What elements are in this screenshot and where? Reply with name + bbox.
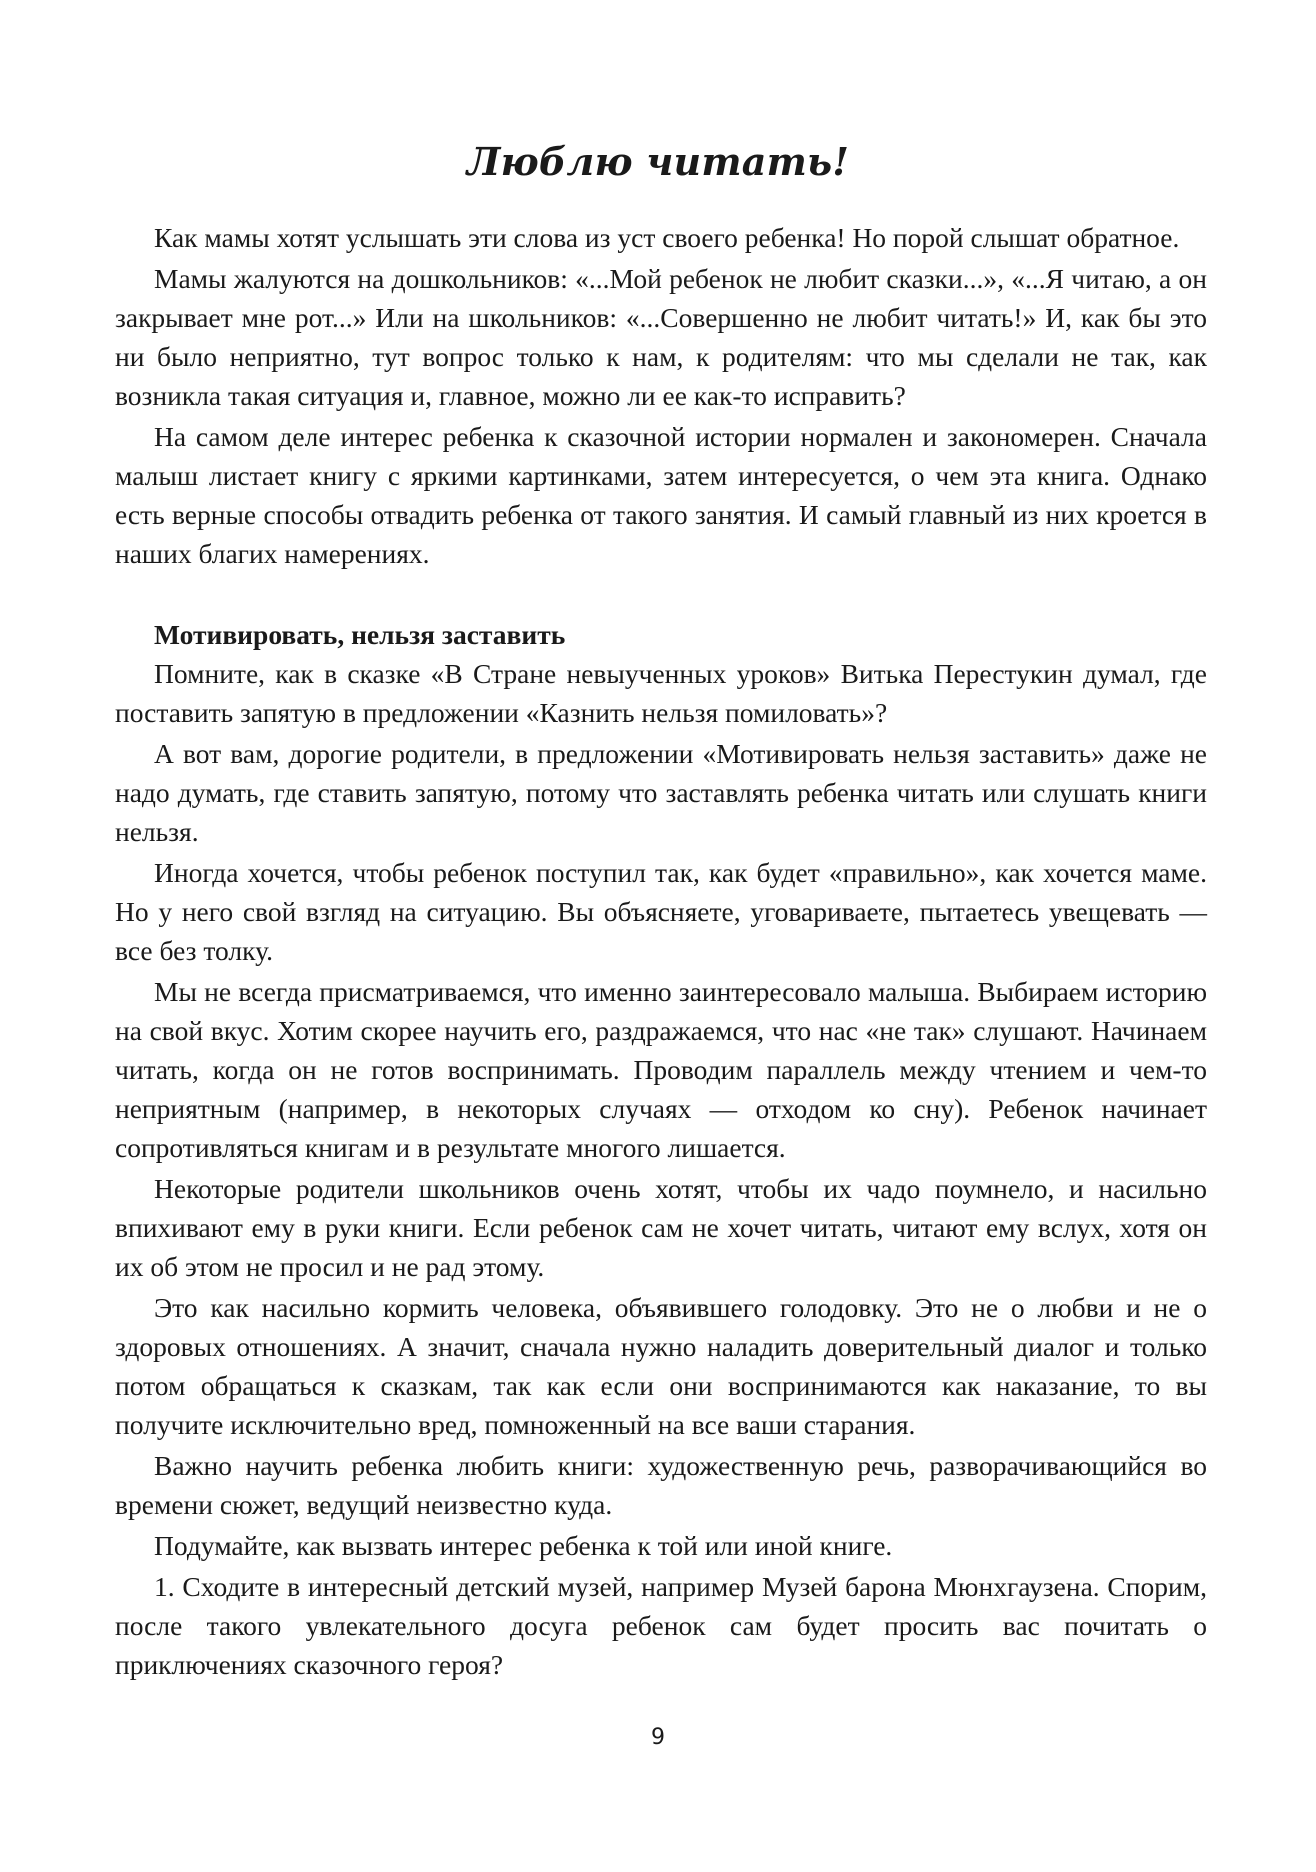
paragraph: Это как насильно кормить человека, объявившего голодовку. Это не о любви и не о здоровых отношениях. А значит, сначала нужно наладить доверительный диалог и только потом обращаться к сказкам, так как если они воспринимаются как наказание, то вы получите исключительно вред, помноженный на все ваши старания. [115, 1292, 1207, 1440]
paragraph: Иногда хочется, чтобы ребенок поступил так, как будет «правильно», как хочется маме. Но у него свой взгляд на ситуацию. Вы объясняете, уговариваете, пытаетесь увещевать — все без толку. [115, 857, 1207, 966]
paragraph: На самом деле интерес ребенка к сказочной истории нормален и закономерен. Сначала малыш листает книгу с яркими картинками, затем интересуется, о чем эта книга. Однако есть верные способы отвадить ребенка от такого занятия. И самый главный из них кроется в наших благих намерениях. [115, 421, 1207, 569]
paragraph: Подумайте, как вызвать интерес ребенка к той или иной книге. [154, 1530, 893, 1561]
page-number: 9 [651, 1725, 665, 1750]
paragraph: Как мамы хотят услышать эти слова из уст своего ребенка! Но порой слышат обратное. [154, 222, 1180, 253]
page-title: Люблю читать! [466, 139, 850, 184]
paragraph: Мы не всегда присматриваемся, что именно заинтересовало малыша. Выбираем историю на свой вкус. Хотим скорее научить его, раздражаемся, что нас «не так» слушают. Начинаем читать, когда он не готов воспринимать. Проводим параллель между чтением и чем-то неприятным (например, в некоторых случаях — отходом ко сну). Ребенок начинает сопротивляться книгам и в результате многого лишается. [115, 976, 1207, 1163]
section-heading: Мотивировать, нельзя заставить [154, 619, 566, 650]
paragraph: 1. Сходите в интересный детский музей, например Музей барона Мюнхгаузена. Спорим, после такого увлекательного досуга ребенок сам будет просить вас почитать о приключениях сказочного героя? [115, 1571, 1207, 1680]
paragraph: А вот вам, дорогие родители, в предложении «Мотивировать нельзя заставить» даже не надо думать, где ставить запятую, потому что заставлять ребенка читать или слушать книги нельзя. [115, 738, 1207, 847]
paragraph: Некоторые родители школьников очень хотят, чтобы их чадо поумнело, и насильно впихивают ему в руки книги. Если ребенок сам не хочет читать, читают ему вслух, хотя он их об этом не просил и не рад этому. [115, 1173, 1207, 1282]
paragraph: Мамы жалуются на дошкольников: «...Мой ребенок не любит сказки...», «...Я читаю, а он закрывает мне рот...» Или на школьников: «...Совершенно не любит читать!» И, как бы это ни было неприятно, тут вопрос только к нам, к родителям: что мы сделали не так, как возникла такая ситуация и, главное, можно ли ее как-то исправить? [115, 263, 1207, 411]
paragraph: Важно научить ребенка любить книги: художественную речь, разворачивающийся во времени сюжет, ведущий неизвестно куда. [115, 1450, 1207, 1520]
paragraph: Помните, как в сказке «В Стране невыученных уроков» Витька Перестукин думал, где поставить запятую в предложении «Казнить нельзя помиловать»? [115, 658, 1207, 728]
page-body [115, 218, 1207, 1686]
